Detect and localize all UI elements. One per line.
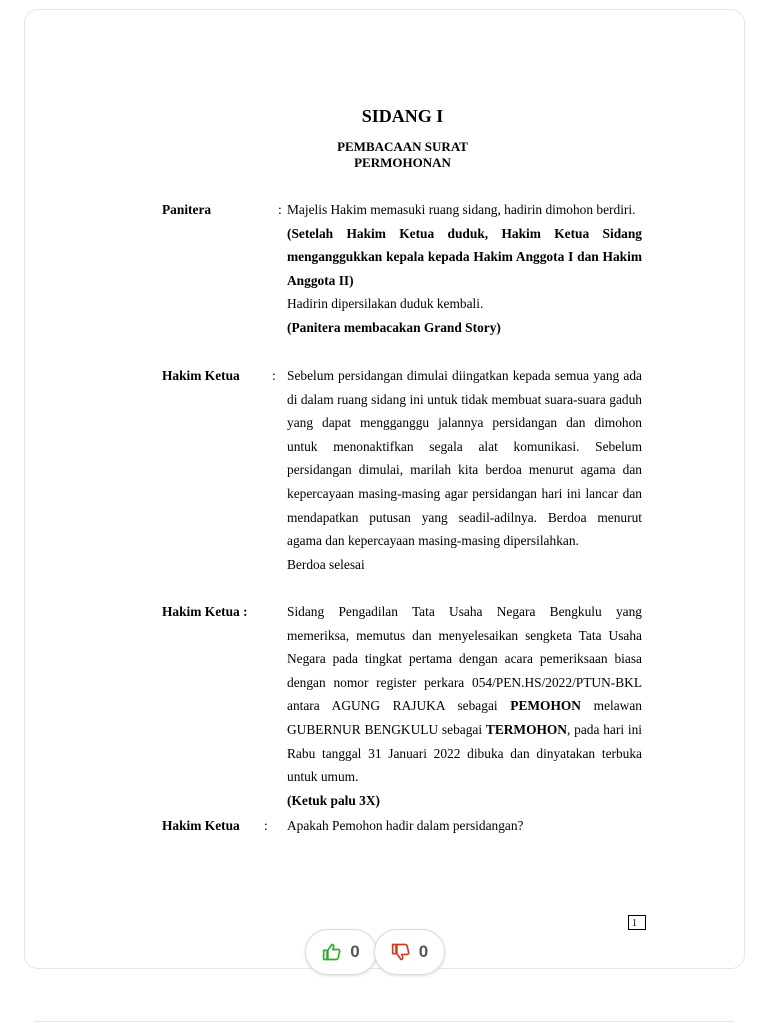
stage-direction: (Panitera membacakan Grand Story) bbox=[287, 319, 501, 335]
entry-segment: melawan GUBERNUR BENGKULU sebagai bbox=[287, 698, 642, 737]
speaker-colon: : bbox=[264, 818, 268, 833]
speaker-label: Hakim Ketua bbox=[162, 818, 240, 833]
stage-direction: (Ketuk palu 3X) bbox=[287, 792, 381, 808]
entry-text bbox=[287, 198, 642, 340]
page-title: SIDANG I bbox=[361, 106, 444, 126]
thumbs-up-icon bbox=[322, 942, 342, 962]
speaker-colon: : bbox=[272, 368, 276, 383]
subtitle-line-1: PEMBACAAN SURAT bbox=[337, 139, 468, 154]
stage-direction: (Setelah Hakim Ketua duduk, Hakim Ketua Sidang menganggukkan kepala kepada Hakim Anggota I dan Hakim Anggota II) bbox=[287, 225, 642, 288]
upvote-count: 0 bbox=[350, 942, 360, 961]
party-termohon: TERMOHON bbox=[485, 721, 567, 737]
subtitle-line-2: PERMOHONAN bbox=[354, 154, 451, 170]
page-number: 1 bbox=[628, 915, 646, 930]
page-subtitle bbox=[0, 139, 768, 170]
thumbs-down-icon bbox=[391, 942, 411, 962]
speaker-colon: : bbox=[278, 202, 282, 217]
speaker-label: Panitera bbox=[162, 202, 212, 217]
speaker-label: Hakim Ketua bbox=[162, 368, 240, 383]
entry-line: Berdoa selesai bbox=[287, 556, 365, 572]
entry-line: Apakah Pemohon hadir dalam persidangan? bbox=[287, 818, 524, 833]
downvote-button[interactable] bbox=[374, 929, 445, 975]
entry-line: Hadirin dipersilakan duduk kembali. bbox=[287, 296, 484, 312]
speaker-label: Hakim Ketua : bbox=[162, 604, 248, 619]
entry-line: Sebelum persidangan dimulai diingatkan kepada semua yang ada di dalam ruang sidang ini untuk tidak membuat suara-suara gaduh yang dapat mengganggu jalannya persidangan dan dimohon untuk menonaktifkan segala alat komunikasi. Sebelum persidangan dimulai, marilah kita berdoa menurut agama dan kepercayaan masing-masing agar persidangan hari ini lancar dan mendapatkan putusan yang seadil-adilnya. Berdoa menurut agama dan kepercayaan masing-masing dipersilahkan. bbox=[287, 368, 642, 549]
party-pemohon: PEMOHON bbox=[510, 698, 581, 714]
entry-segment: , pada hari ini Rabu tanggal 31 Januari 2022 dibuka dan dinyatakan terbuka untuk umum. bbox=[287, 721, 642, 785]
downvote-count: 0 bbox=[418, 942, 429, 961]
thumbs-down-shape bbox=[392, 945, 408, 960]
thumbs-up-shape bbox=[324, 945, 340, 960]
entry-line: Majelis Hakim memasuki ruang sidang, hadirin dimohon berdiri. bbox=[287, 202, 636, 217]
entry-text bbox=[287, 814, 642, 838]
entry-paragraph bbox=[287, 600, 642, 789]
divider bbox=[34, 1021, 734, 1022]
entry-segment: Sidang Pengadilan Tata Usaha Negara Bengkulu yang memeriksa, memutus dan menyelesaikan sengketa Tata Usaha Negara pada tingkat pertama dengan acara pemeriksaan biasa dengan nomor register perkara 054/PEN.HS/2022/PTUN-BKL antara AGUNG RAJUKA sebagai bbox=[287, 604, 642, 714]
entry-text bbox=[287, 364, 642, 576]
upvote-button[interactable] bbox=[305, 929, 377, 975]
entry-text bbox=[287, 600, 642, 812]
